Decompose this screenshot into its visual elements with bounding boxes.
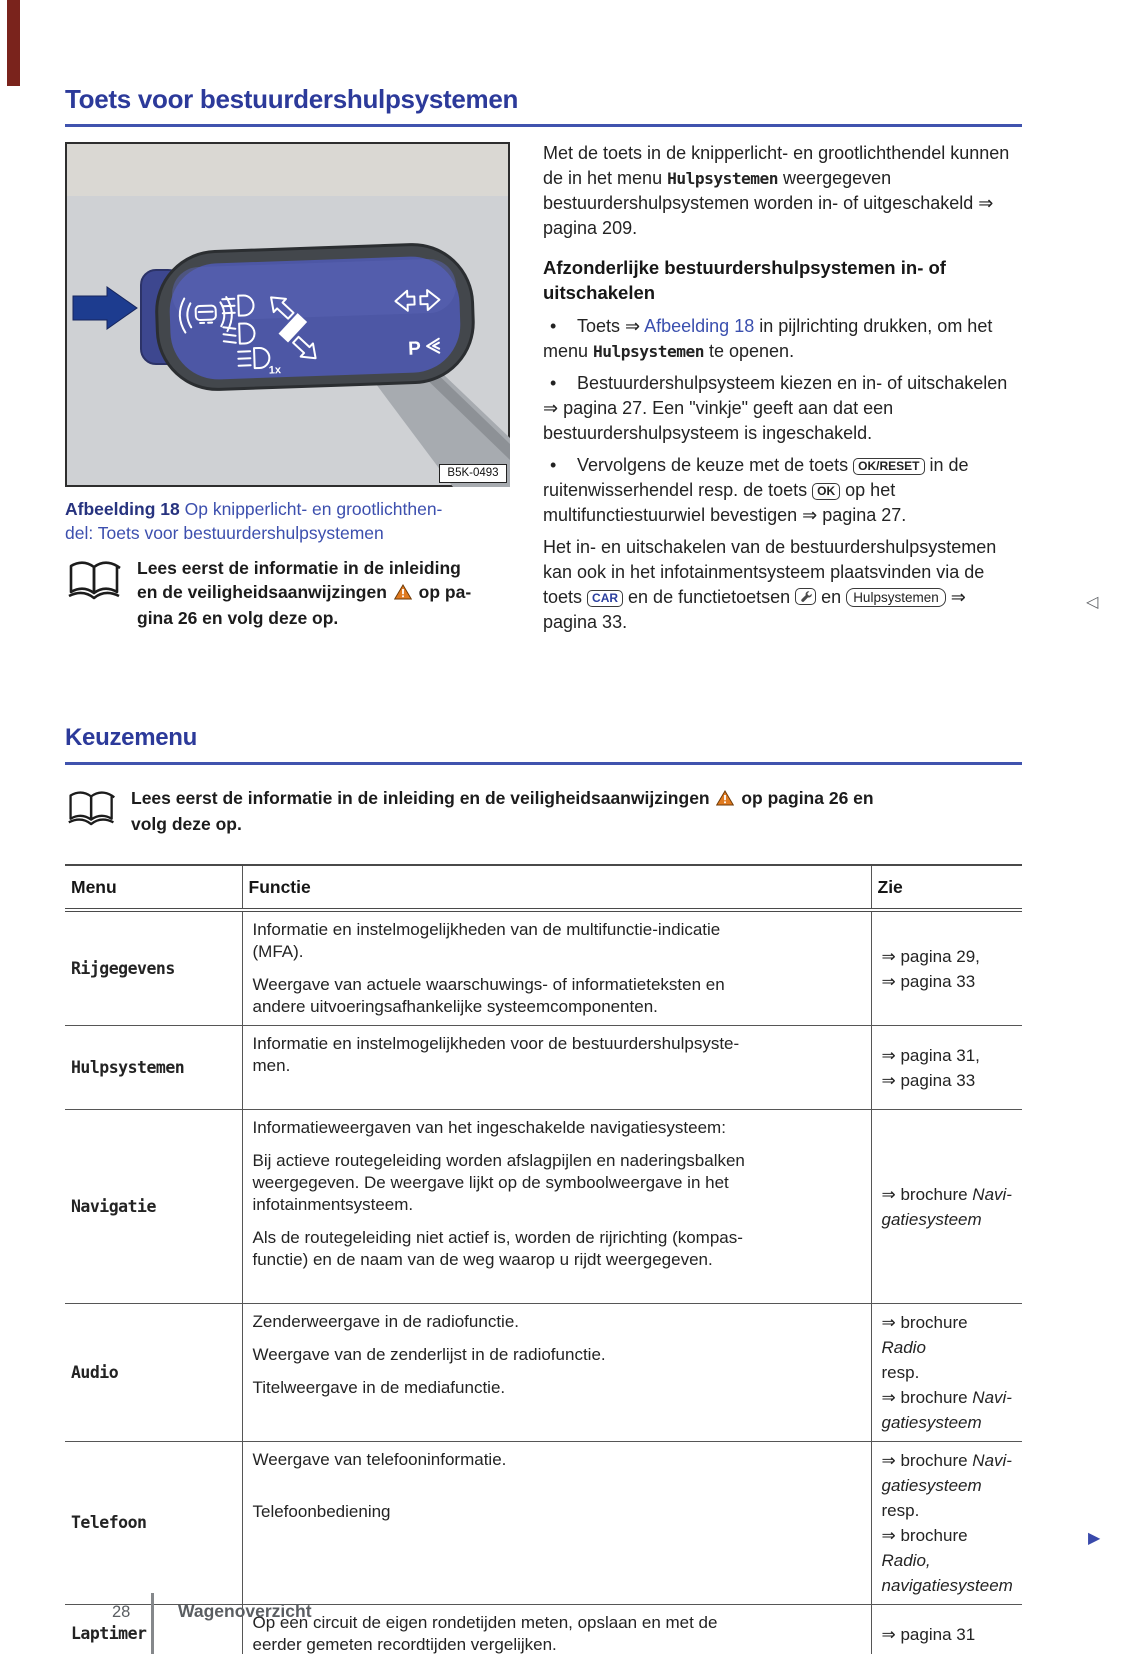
parking-p-label: P	[407, 338, 422, 360]
chapter-tab	[7, 0, 20, 86]
column-header-zie: Zie	[871, 865, 1022, 910]
page-continues-marker: ▶	[1088, 1528, 1101, 1547]
stalk-figure	[65, 142, 510, 487]
bullet-item: • Bestuurdershulpsysteem kiezen en in- of uitschakelen ⇒ pagina 27. Een "vinkje" geeft aan dat een bestuurdershulpsysteem is ingeschakeld.	[543, 371, 1023, 446]
functie-paragraph: Informatie en instelmogelijkheden van de multifunctie-indicatie (MFA).	[252, 920, 721, 961]
functie-paragraph: Weergave van actuele waarschuwings- of informatieteksten en andere uitvoeringsafhankelijke systeemcomponenten.	[252, 975, 725, 1016]
zie-cell: ⇒ pagina 29, ⇒ pagina 33	[871, 910, 1022, 1026]
flash-1x-label: 1x	[268, 364, 282, 377]
footer-divider	[151, 1593, 154, 1654]
figure-caption: Afbeelding 18 Op knipperlicht- en grootlichthen- del: Toets voor bestuurdershulpsystemen	[65, 499, 443, 543]
figure-code-label: B5K-0493	[439, 464, 507, 483]
table-row	[65, 1026, 1022, 1110]
setup-wrench-key-icon	[795, 588, 816, 605]
read-first-note	[65, 556, 543, 630]
functie-paragraph: Titelweergave in de mediafunctie.	[252, 1378, 506, 1397]
functie-cell	[242, 1026, 871, 1110]
warning-triangle-icon	[394, 582, 412, 606]
table-row	[65, 910, 1022, 1026]
stalk-photo-illustration	[65, 142, 510, 487]
functie-cell	[242, 1304, 871, 1442]
functie-cell	[242, 1110, 871, 1304]
book-icon	[67, 788, 117, 834]
functie-paragraph: Op een circuit de eigen rondetijden meten, opslaan en met de eerder gemeten recordtijden vergelijken.	[252, 1613, 718, 1654]
menu-cell: Laptimer	[65, 1605, 242, 1654]
read-first-note-2	[65, 786, 1022, 836]
zie-cell: ⇒ pagina 31	[871, 1605, 1022, 1654]
menu-table	[65, 864, 1022, 1654]
page-title: Toets voor bestuurdershulpsystemen	[65, 84, 1022, 127]
read-first-note-text: Lees eerst de informatie in de inleiding en de veiligheidsaanwijzingen op pa- gina 26 en volg deze op.	[137, 558, 472, 628]
subsection-heading: Afzonderlijke bestuurdershulpsystemen in- of uitschakelen	[543, 257, 946, 303]
zie-cell: ⇒ brochure Radio resp. ⇒ brochure Navi- gatiesysteem	[871, 1304, 1022, 1442]
table-header-row	[65, 865, 1022, 910]
functie-paragraph: Informatie en instelmogelijkheden voor de bestuurdershulpsyste- men.	[252, 1034, 740, 1075]
bullet-item: • Toets ⇒ Afbeelding 18 in pijlrichting drukken, om het menu Hulpsystemen te openen.	[543, 314, 1023, 364]
page-footer	[0, 1593, 1142, 1654]
functie-paragraph: Bij actieve routegeleiding worden afslagpijlen en naderingsbalken weergegeven. De weergave lijkt op de symboolweergave in het infotainmentsysteem.	[252, 1151, 745, 1214]
zie-cell: ⇒ pagina 31, ⇒ pagina 33	[871, 1026, 1022, 1110]
functie-paragraph: Weergave van telefooninformatie.	[252, 1450, 507, 1469]
section-body	[543, 141, 1023, 649]
section-end-marker: ◁	[1086, 592, 1099, 611]
menu-cell: Navigatie	[65, 1110, 242, 1304]
read-first-note-2-text: Lees eerst de informatie in de inleiding en de veiligheidsaanwijzingen op pagina 26 en volg deze op.	[131, 788, 874, 834]
column-header-menu: Menu	[65, 865, 242, 910]
table-row	[65, 1304, 1022, 1442]
functie-paragraph: Informatieweergaven van het ingeschakelde navigatiesysteem:	[252, 1118, 726, 1137]
zie-cell: ⇒ brochure Navi- gatiesysteem resp. ⇒ brochure Radio, navigatiesysteem	[871, 1442, 1022, 1605]
bullet-item: • Vervolgens de keuze met de toets OK/RESET in de ruitenwisserhendel resp. de toets OK op het multifunctiestuurwiel bevestigen ⇒ pagina 27.	[543, 453, 1023, 528]
menu-cell: Rijgegevens	[65, 910, 242, 1026]
chapter-name: Wagenoverzicht	[178, 1601, 312, 1621]
table-row	[65, 1110, 1022, 1304]
functie-paragraph: Telefoonbediening	[252, 1502, 391, 1521]
functie-paragraph: Als de routegeleiding niet actief is, worden de rijrichting (kompas- functie) en de naam van de weg waarop u rijdt weergegeven.	[252, 1228, 743, 1269]
page-number: 28	[112, 1603, 131, 1621]
book-icon	[67, 558, 123, 608]
functie-paragraph: Weergave van de zenderlijst in de radiofunctie.	[252, 1345, 606, 1364]
keuzemenu-title: Keuzemenu	[65, 724, 1022, 765]
menu-cell: Hulpsystemen	[65, 1026, 242, 1110]
menu-cell: Telefoon	[65, 1442, 242, 1605]
intro-paragraph: Met de toets in de knipperlicht- en grootlichthendel kunnen de in het menu Hulpsystemen weergegeven bestuurdershulpsystemen worden in- of uitgeschakeld ⇒ pagina 209.	[543, 143, 1010, 238]
table-row	[65, 1442, 1022, 1605]
functie-cell	[242, 1442, 871, 1605]
column-header-functie: Functie	[242, 865, 871, 910]
menu-cell: Audio	[65, 1304, 242, 1442]
functie-cell	[242, 910, 871, 1026]
warning-triangle-icon	[716, 788, 734, 812]
closing-paragraph: Het in- en uitschakelen van de bestuurdershulpsystemen kan ook in het infotainmentsysteem plaatsvinden via de toets CAR en de functietoetsen en Hulpsystemen ⇒ pagina 33.	[543, 537, 997, 632]
functie-paragraph: Zenderweergave in de radiofunctie.	[252, 1312, 519, 1331]
zie-cell: ⇒ brochure Navi- gatiesysteem	[871, 1110, 1022, 1304]
